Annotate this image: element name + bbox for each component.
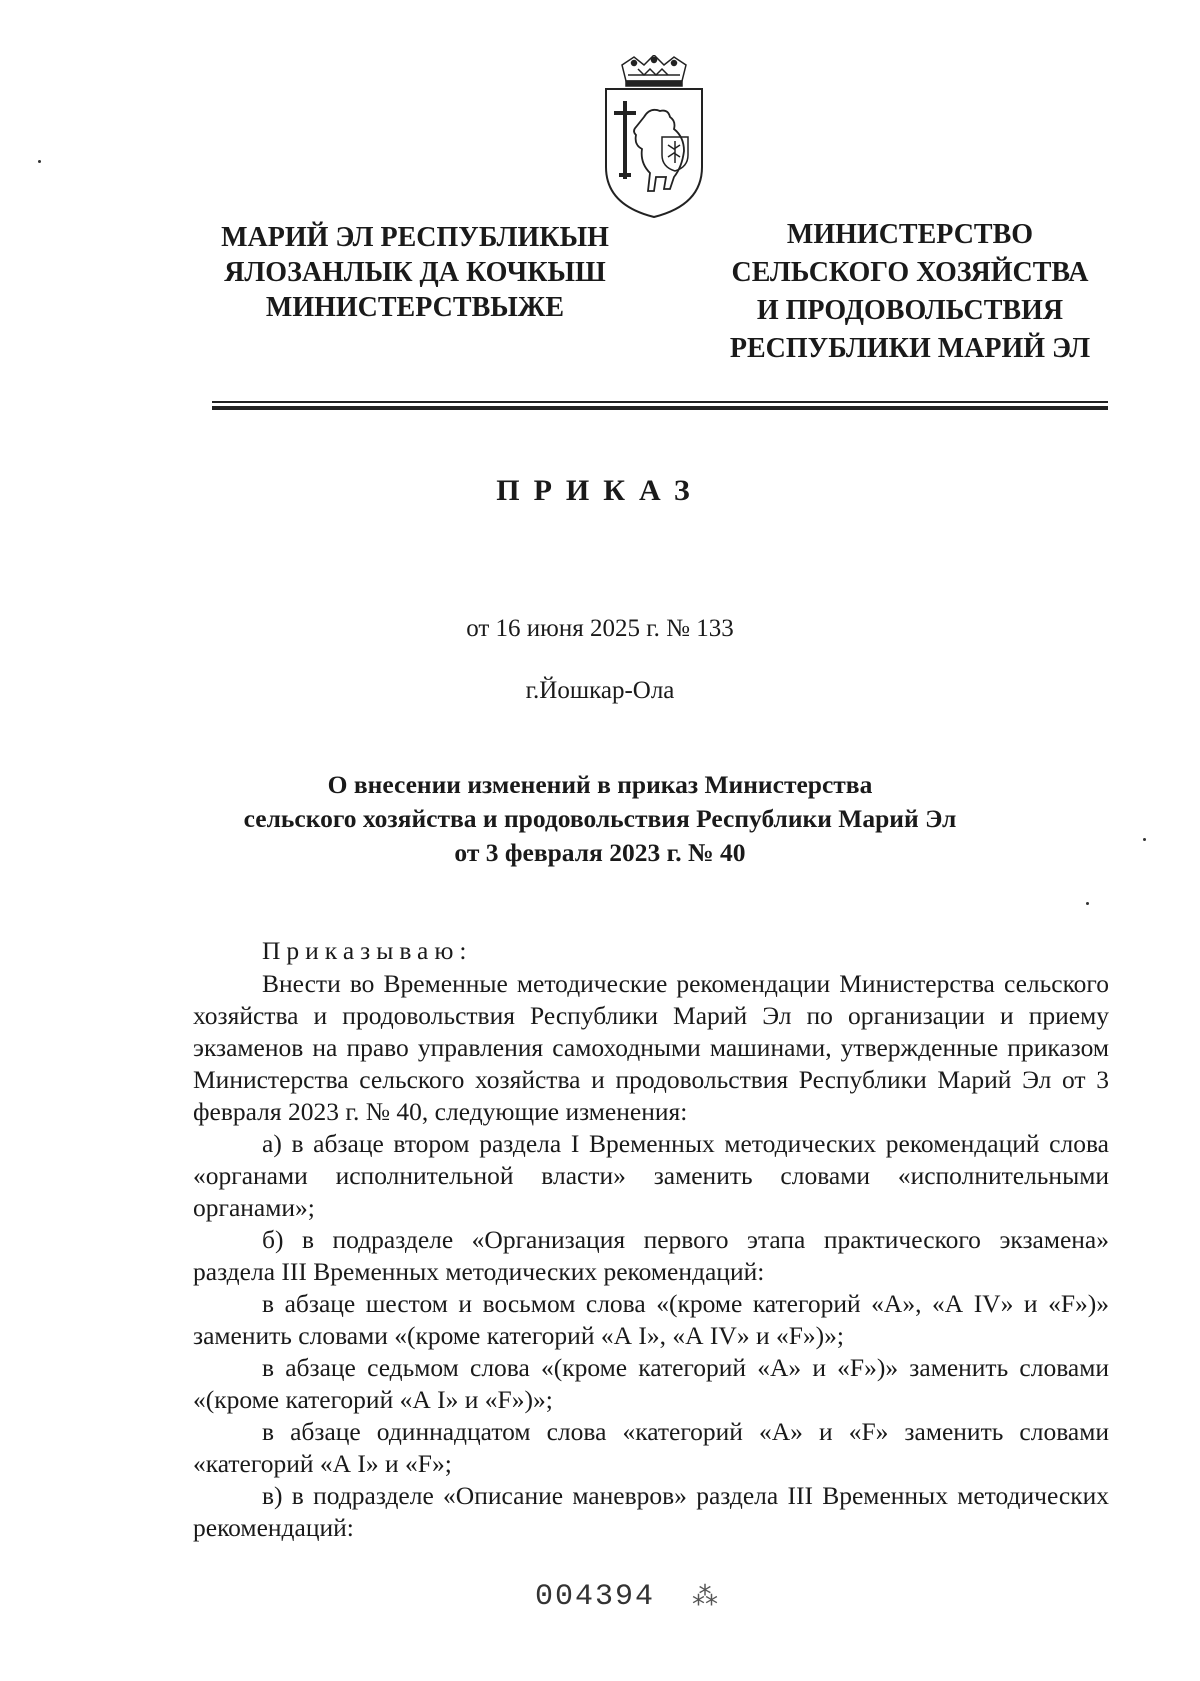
ministry-name-mari-line: ЯЛОЗАНЛЫК ДА КОЧКЫШ bbox=[224, 257, 606, 288]
order-verb: Приказываю: bbox=[262, 936, 473, 965]
order-place: г.Йошкар-Ола bbox=[525, 677, 675, 704]
ministry-name-russian-line: МИНИСТЕРСТВО bbox=[786, 219, 1034, 250]
ministry-name-russian bbox=[710, 216, 1110, 368]
document-title: ПРИКАЗ bbox=[496, 474, 704, 507]
body-paragraph: б) в подразделе «Организация первого этапа практического экзамена» раздела III Временных методических рекомендаций: bbox=[193, 1225, 1109, 1286]
header-divider-thin bbox=[212, 401, 1108, 403]
order-body bbox=[193, 935, 1109, 1544]
body-paragraph: в) в подразделе «Описание маневров» раздела III Временных методических рекомендаций: bbox=[193, 1481, 1109, 1542]
body-paragraph: Внести во Временные методические рекомендации Министерства сельского хозяйства и продовольствия Республики Марий Эл по организации и приему экзаменов на право управления самоходными машинами, утвержденные приказом Министерства сельского хозяйства и продовольствия Республики Марий Эл от 3 февраля 2023 г. № 40, следующие изменения: bbox=[193, 969, 1109, 1126]
ministry-name-russian-line: И ПРОДОВОЛЬСТВИЯ bbox=[756, 295, 1064, 326]
ministry-name-mari bbox=[200, 220, 630, 325]
scan-speck bbox=[1143, 838, 1146, 841]
order-subject-line: сельского хозяйства и продовольствия Республики Марий Эл bbox=[243, 804, 957, 833]
body-paragraph: в абзаце одиннадцатом слова «категорий «А» и «F» заменить словами «категорий «А I» и «F»; bbox=[193, 1417, 1109, 1478]
header-divider-thick bbox=[212, 406, 1108, 410]
body-paragraph: а) в абзаце втором раздела I Временных методических рекомендаций слова «органами исполнительной власти» заменить словами «исполнительными органами»; bbox=[193, 1129, 1109, 1222]
order-subject-line: О внесении изменений в приказ Министерства bbox=[327, 770, 873, 799]
blank-serial-number: 004394 bbox=[535, 1580, 656, 1614]
ministry-name-russian-line: РЕСПУБЛИКИ МАРИЙ ЭЛ bbox=[729, 333, 1091, 364]
order-subject-line: от 3 февраля 2023 г. № 40 bbox=[454, 838, 746, 867]
scan-speck bbox=[38, 160, 41, 163]
serial-mark-icon: ⁂ bbox=[692, 1582, 718, 1612]
body-paragraph: в абзаце седьмом слова «(кроме категорий «А» и «F»)» заменить словами «(кроме категорий «А I» и «F»)»; bbox=[193, 1353, 1109, 1414]
ministry-name-mari-line: МАРИЙ ЭЛ РЕСПУБЛИКЫН bbox=[221, 222, 609, 253]
ministry-name-mari-line: МИНИСТЕРСТВЫЖЕ bbox=[265, 292, 565, 323]
order-date-number: от 16 июня 2025 г. № 133 bbox=[466, 615, 734, 642]
coat-of-arms-emblem bbox=[600, 55, 708, 220]
scan-speck bbox=[1086, 902, 1089, 905]
ministry-name-russian-line: СЕЛЬСКОГО ХОЗЯЙСТВА bbox=[731, 257, 1089, 288]
order-subject bbox=[0, 768, 1200, 870]
body-paragraph: в абзаце шестом и восьмом слова «(кроме категорий «А», «А IV» и «F»)» заменить словами «(кроме категорий «А I», «А IV» и «F»)»; bbox=[193, 1289, 1109, 1350]
